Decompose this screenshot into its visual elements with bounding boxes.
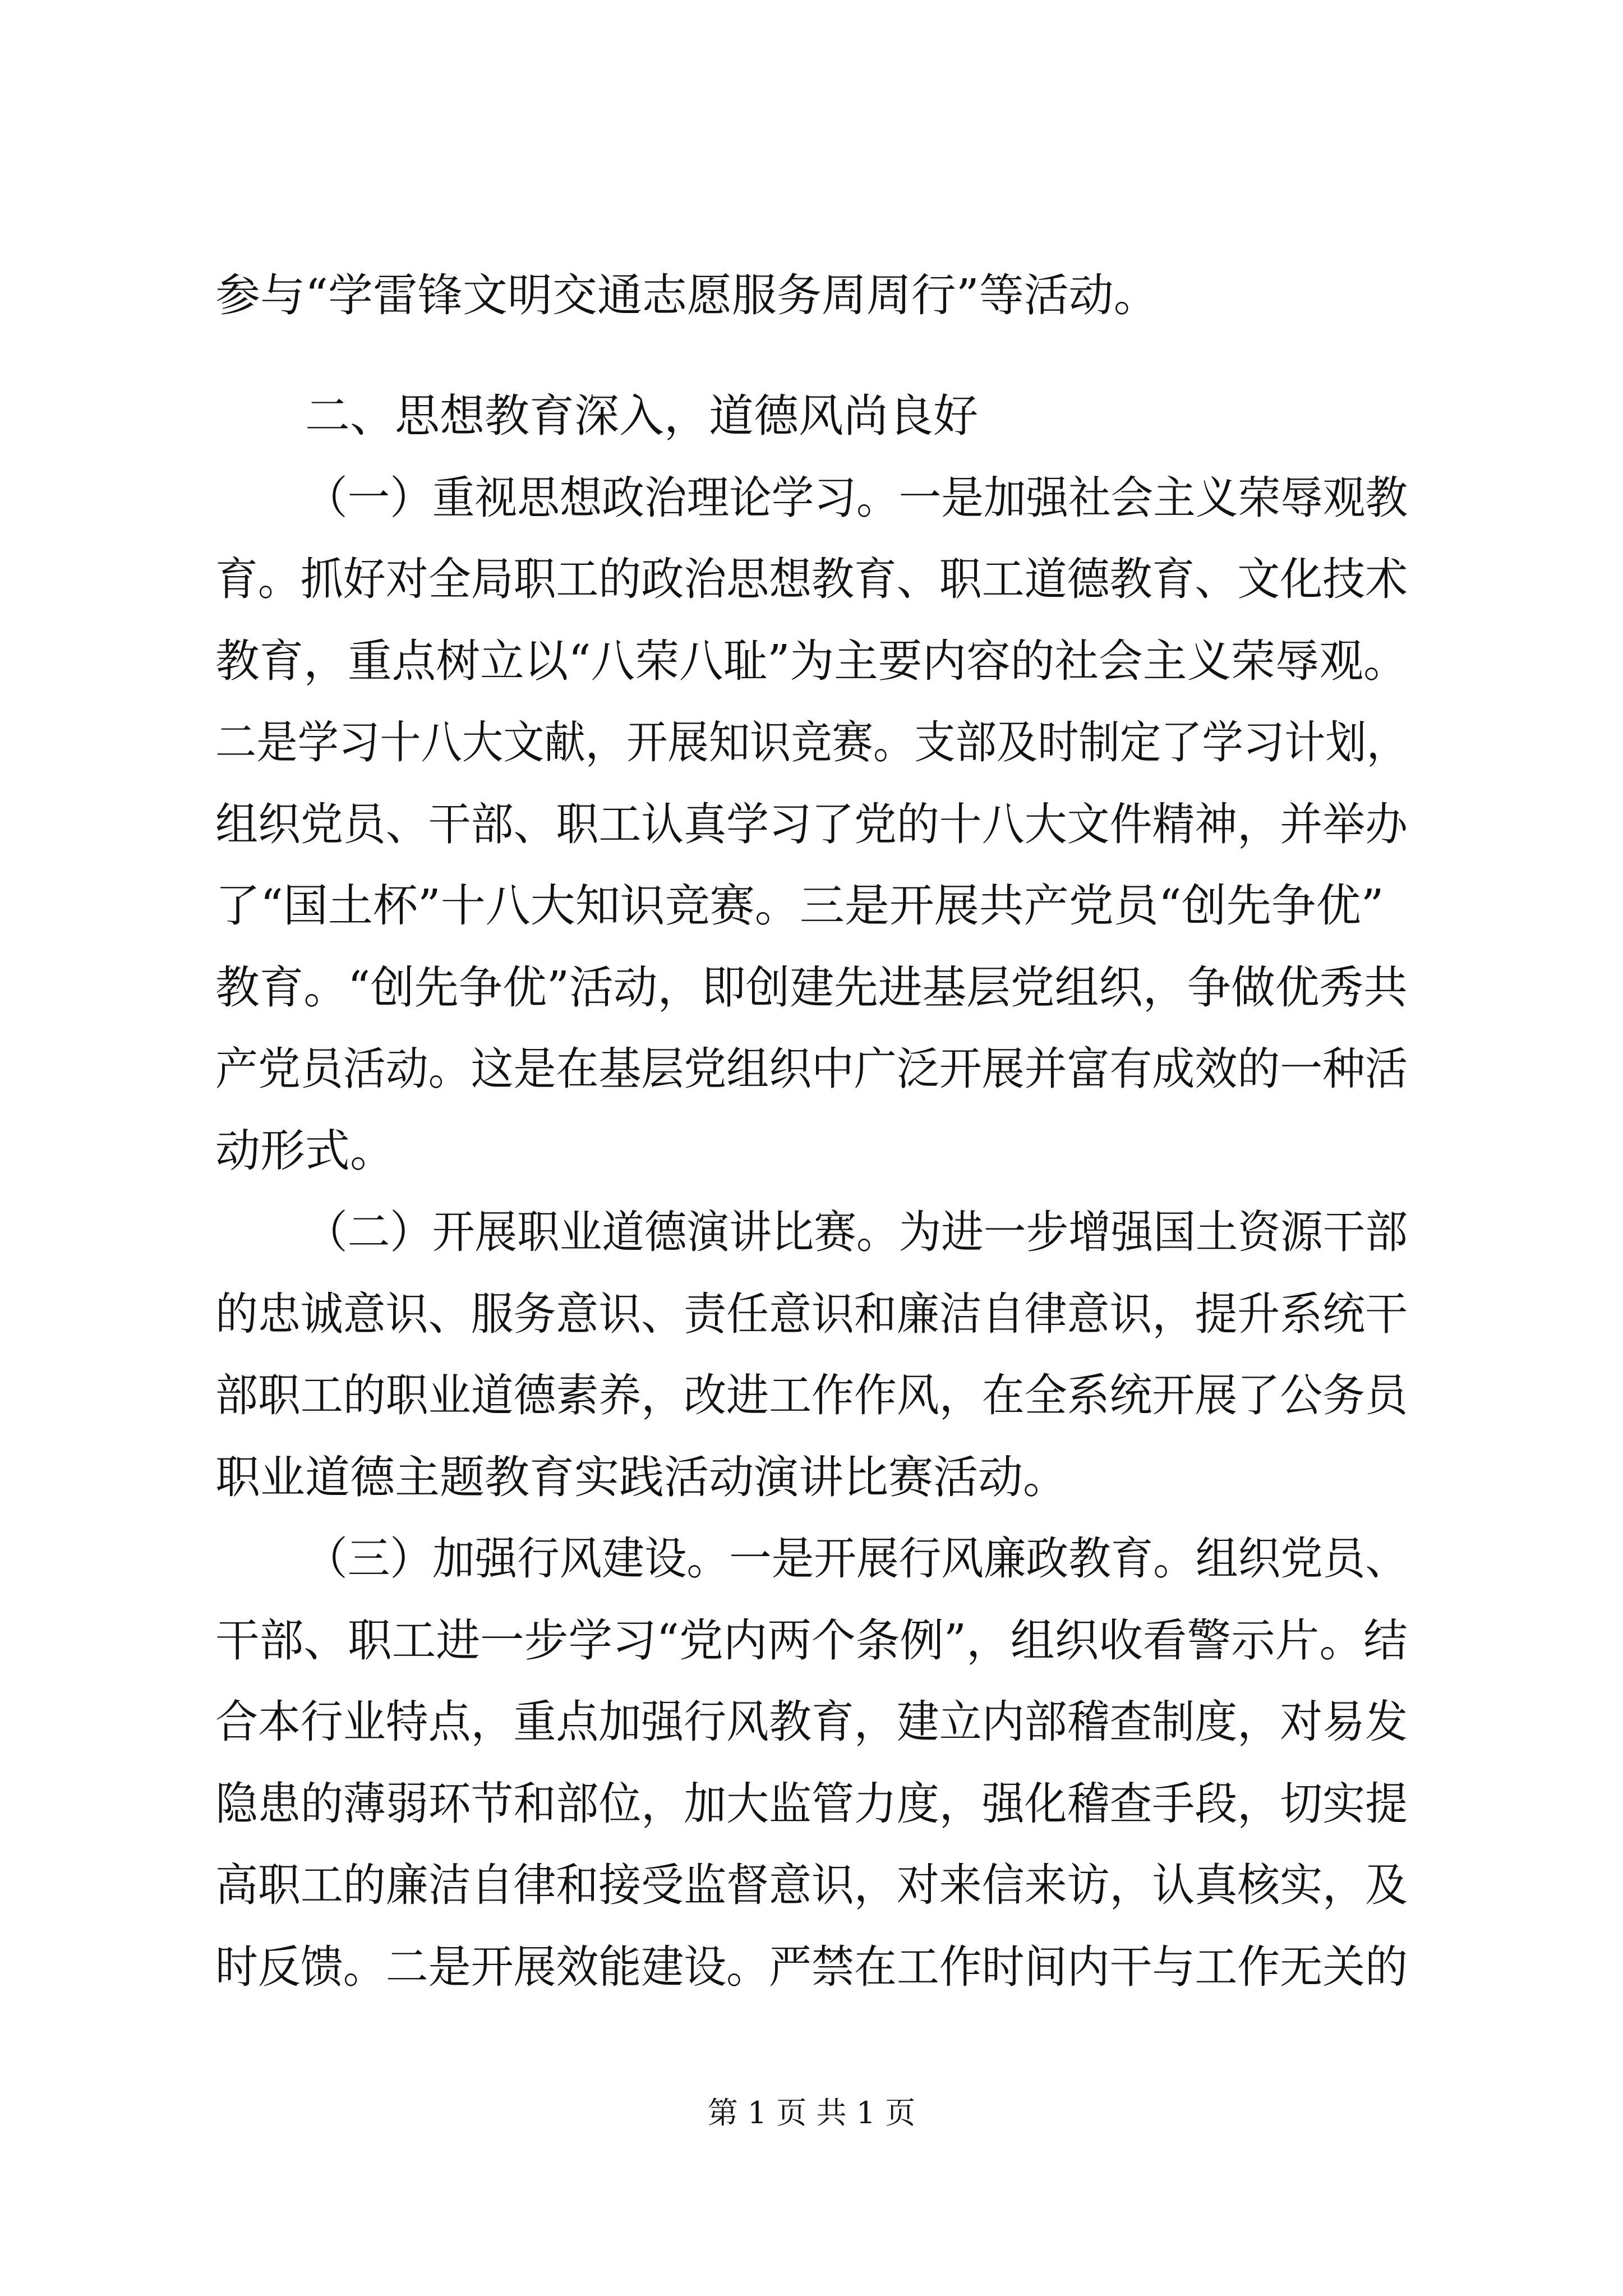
- text-line: 干部、职工进一步学习“党内两个条例”，组织收看警示片。结: [215, 1614, 1408, 1667]
- text-line: 组织党员、干部、职工认真学习了党的十八大文件精神，并举办: [215, 798, 1408, 850]
- text-line: 的忠诚意识、服务意识、责任意识和廉洁自律意识，提升系统干: [215, 1288, 1408, 1340]
- text-line: 参与“学雷锋文明交通志愿服务周周行”等活动。: [215, 269, 1159, 321]
- page-footer: 第 1 页 共 1 页: [707, 2095, 916, 2131]
- text-line: 高职工的廉洁自律和接受监督意识，对来信来访，认真核实，及: [215, 1859, 1408, 1911]
- section-heading: 二、思想教育深入，道德风尚良好: [305, 390, 978, 442]
- text-line: （二）开展职业道德演讲比赛。为进一步增强国土资源干部: [305, 1206, 1408, 1258]
- text-line: 教育。“创先争优”活动，即创建先进基层党组织，争做优秀共: [215, 961, 1408, 1014]
- text-line: 动形式。: [215, 1125, 395, 1177]
- text-line: 隐患的薄弱环节和部位，加大监管力度，强化稽查手段，切实提: [215, 1778, 1408, 1830]
- text-line: 合本行业特点，重点加强行风教育，建立内部稽查制度，对易发: [215, 1696, 1408, 1748]
- text-line: 职业道德主题教育实践活动演讲比赛活动。: [215, 1451, 1068, 1503]
- text-line: 了“国土杯”十八大知识竞赛。三是开展共产党员“创先争优”: [215, 880, 1384, 932]
- text-line: 部职工的职业道德素养，改进工作作风，在全系统开展了公务员: [215, 1369, 1408, 1421]
- text-line: 二是学习十八大文献，开展知识竞赛。支部及时制定了学习计划，: [215, 716, 1408, 769]
- text-line: 育。抓好对全局职工的政治思想教育、职工道德教育、文化技术: [215, 553, 1408, 605]
- text-line: 教育，重点树立以“八荣八耻”为主要内容的社会主义荣辱观。: [215, 635, 1408, 687]
- text-line: 产党员活动。这是在基层党组织中广泛开展并富有成效的一种活: [215, 1043, 1408, 1095]
- text-line: 时反馈。二是开展效能建设。严禁在工作时间内干与工作无关的: [215, 1941, 1408, 1993]
- text-line: （三）加强行风建设。一是开展行风廉政教育。组织党员、: [305, 1533, 1408, 1585]
- text-line: （一）重视思想政治理论学习。一是加强社会主义荣辱观教: [305, 472, 1408, 524]
